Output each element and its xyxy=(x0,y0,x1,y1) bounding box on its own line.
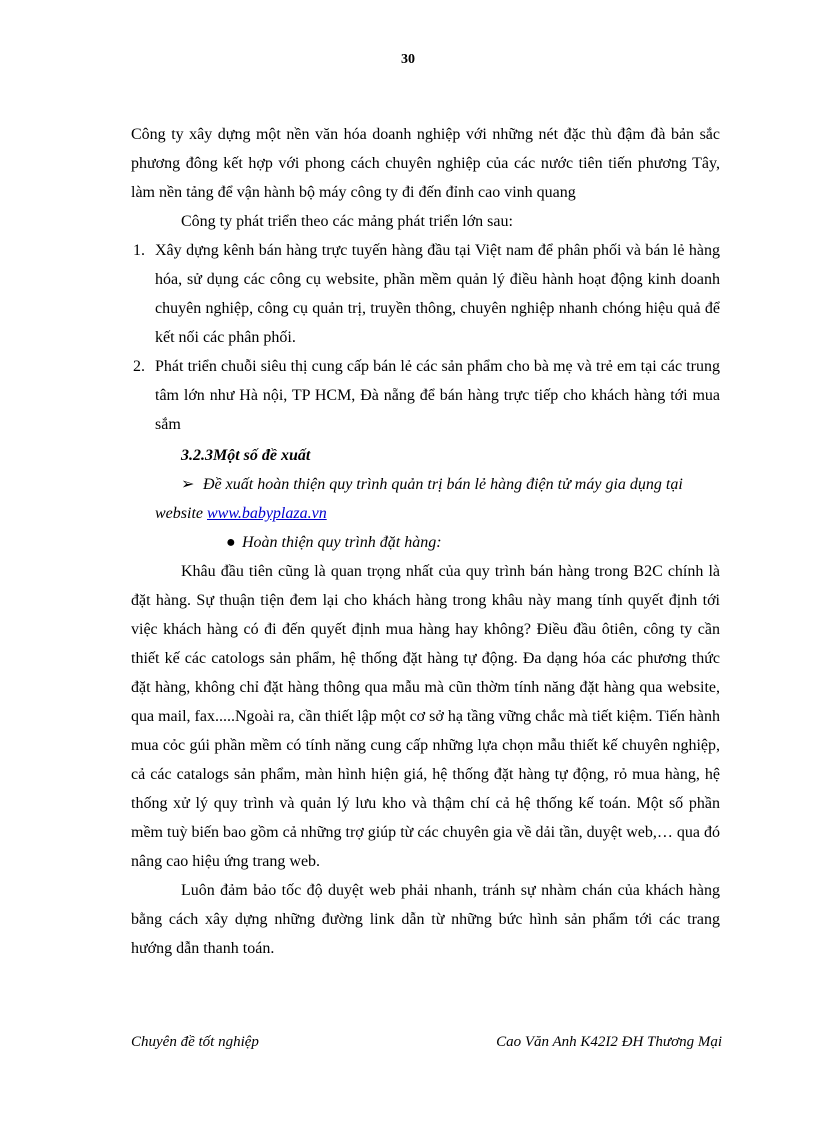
list-text: Phát triển chuỗi siêu thị cung cấp bán lẻ các sản phẩm cho bà mẹ và trẻ em tại các trung tâm lớn như Hà nội, TP HCM, Đà nẵng để bán hàng trực tiếp cho khách hàng tới mua sắm xyxy=(155,358,720,433)
website-prefix: website xyxy=(155,505,207,522)
proposal-website-line xyxy=(155,499,720,528)
section-heading: 3.2.3Một số đề xuất xyxy=(181,447,311,464)
footer-left: Chuyên đề tốt nghiệp xyxy=(131,1034,259,1050)
bullet-icon: ● xyxy=(226,534,236,551)
proposal-line xyxy=(181,470,720,499)
bullet-text: Hoàn thiện quy trình đặt hàng: xyxy=(242,534,442,551)
proposal-text: Đề xuất hoàn thiện quy trình quản trị bán lẻ hàng điện tử máy gia dụng tại xyxy=(203,476,683,493)
arrow-icon: ➢ xyxy=(181,476,195,493)
list-number: 2. xyxy=(133,358,145,375)
list-text: Xây dựng kênh bán hàng trực tuyến hàng đầu tại Việt nam để phân phối và bán lẻ hàng hóa, sử dụng các công cụ website, phần mềm quản lý điều hành hoạt động kinh doanh chuyên nghiệp, công cụ quản trị, truyền thông, chuyên nghiệp nhanh chóng hiệu quả để kết nối các phân phối. xyxy=(155,242,720,346)
document-body xyxy=(131,120,720,963)
list-item xyxy=(131,352,720,439)
website-link[interactable]: www.babyplaza.vn xyxy=(207,505,327,522)
intro-paragraph: Công ty xây dựng một nền văn hóa doanh nghiệp với những nét đặc thù đậm đà bản sắc phương đông kết hợp với phong cách chuyên nghiệp của các nước tiên tiến phương Tây, làm nền tảng để vận hành bộ máy công ty đi đến đỉnh cao vinh quang xyxy=(131,126,720,201)
bullet-item xyxy=(226,528,720,557)
list-number: 1. xyxy=(133,242,145,259)
ordering-paragraph: Khâu đầu tiên cũng là quan trọng nhất của quy trình bán hàng trong B2C chính là đặt hàng. Sự thuận tiện đem lại cho khách hàng trong khâu này mang tính quyết định tới việc khách hàng có đi đến quyết định mua hàng hay không? Điều đầu ôtiên, công ty cần thiết kế các catologs sản phẩm, hệ thống đặt hàng tự động. Đa dạng hóa các phương thức đặt hàng, không chỉ đặt hàng thông qua mẫu mà cũn thờm tính năng đặt hàng qua website, qua mail, fax.....Ngoài ra, cần thiết lập một cơ sở hạ tầng vững chắc mà tiết kiệm. Tiến hành mua cỏc gúi phần mềm có tính năng cung cấp những lựa chọn mẫu thiết kế chuyên nghiệp, cả các catalogs sản phẩm, màn hình hiện giá, hệ thống đặt hàng tự động, rỏ mua hàng, hệ thống xử lý quy trình và quản lý lưu kho và thậm chí cả hệ thống kế toán. Một số phần mềm tuỳ biến bao gồm cả những trợ giúp từ các chuyên gia về dải tần, duyệt web,… qua đó nâng cao hiệu ứng trang web. xyxy=(131,563,720,870)
development-intro: Công ty phát triển theo các mảng phát triển lớn sau: xyxy=(181,213,513,230)
footer-right: Cao Văn Anh K42I2 ĐH Thương Mại xyxy=(496,1034,722,1050)
list-item xyxy=(131,236,720,352)
speed-paragraph: Luôn đảm bảo tốc độ duyệt web phải nhanh, tránh sự nhàm chán của khách hàng bằng cách xây dựng những đường link dẫn từ những bức hình sản phẩm tới các trang hướng dẫn thanh toán. xyxy=(131,882,720,957)
page-number: 30 xyxy=(401,52,415,67)
